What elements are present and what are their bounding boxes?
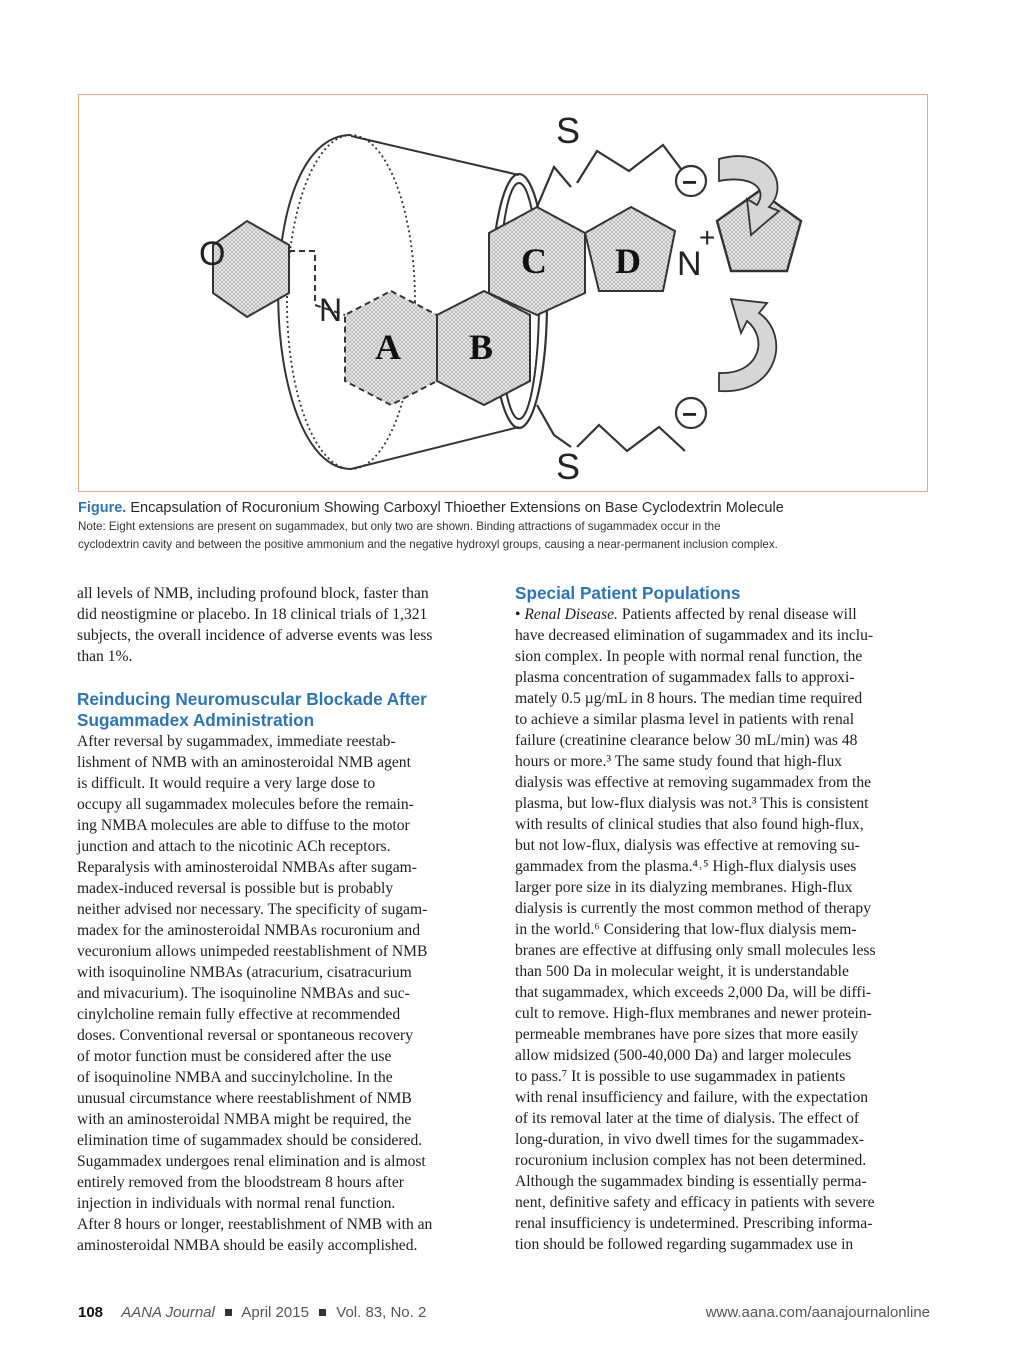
renal-disease-subhead: Renal Disease. — [524, 606, 618, 623]
ring-a-label: A — [375, 327, 401, 367]
text-line: renal insufficiency is undetermined. Prescribing informa- — [515, 1215, 873, 1232]
text-line: and mivacurium). The isoquinoline NMBAs and suc- — [77, 985, 410, 1002]
text-line: branes are effective at diffusing only small molecules less — [515, 942, 876, 959]
text-line: to pass.⁷ It is possible to use sugammadex in patients — [515, 1068, 846, 1085]
text-line: aminosteroidal NMBA should be easily accomplished. — [77, 1237, 418, 1254]
sulfur-top-label: S — [556, 110, 581, 151]
text-line: After 8 hours or longer, reestablishment of NMB with an — [77, 1216, 433, 1233]
text-line: occupy all sugammadex molecules before the remain- — [77, 796, 414, 813]
caption-label: Figure. — [78, 500, 127, 516]
text-line: After reversal by sugammadex, immediate reestab- — [77, 733, 396, 750]
text-line: of isoquinoline NMBA and succinylcholine. In the — [77, 1069, 393, 1086]
section-heading-special-populations: Special Patient Populations — [515, 583, 741, 603]
text-line: is difficult. It would require a very large dose to — [77, 775, 376, 792]
text-line — [515, 604, 929, 625]
left-column — [77, 583, 491, 1256]
arrow-bottom-icon — [719, 299, 776, 391]
text-line: lishment of NMB with an aminosteroidal NMB agent — [77, 754, 411, 771]
text-line: mately 0.5 µg/mL in 8 hours. The median time required — [515, 690, 863, 707]
reinducing-paragraph — [77, 731, 491, 1256]
text-line: entirely removed from the bloodstream 8 hours after — [77, 1174, 404, 1191]
text-line: madex for the aminosteroidal NMBAs rocuronium and — [77, 922, 420, 939]
text-line: Although the sugammadex binding is essentially perma- — [515, 1173, 867, 1190]
text-line: sion complex. In people with normal renal function, the — [515, 648, 863, 665]
issue-date: April 2015 — [241, 1304, 309, 1321]
negative-charge-top-label: − — [682, 167, 698, 197]
text-line: tion should be followed regarding sugammadex use in — [515, 1236, 854, 1253]
text-line: rocuronium inclusion complex has not been determined. — [515, 1152, 867, 1169]
rocuronium-encapsulation-diagram — [79, 95, 929, 493]
text-line: madex-induced reversal is possible but is probably — [77, 880, 394, 897]
text-line: hours or more.³ The same study found that high-flux — [515, 753, 843, 770]
text-line: that sugammadex, which exceeds 2,000 Da, will be diffi- — [515, 984, 872, 1001]
text-line: plasma, but low-flux dialysis was not.³ This is consistent — [515, 795, 869, 812]
negative-charge-bottom-label: − — [682, 399, 698, 429]
text-line: gammadex from the plasma.⁴˒⁵ High-flux dialysis uses — [515, 858, 857, 875]
text-line: long-duration, in vivo dwell times for the sugammadex- — [515, 1131, 865, 1148]
text-line: dialysis was effective at removing sugammadex from the — [515, 774, 872, 791]
text-line: with results of clinical studies that also found high-flux, — [515, 816, 864, 833]
text-line: failure (creatinine clearance below 30 mL/min) was 48 — [515, 732, 858, 749]
text-line: unusual circumstance where reestablishment of NMB — [77, 1090, 412, 1107]
text-line: subjects, the overall incidence of adverse events was less — [77, 627, 433, 644]
text-line: in the world.⁶ Considering that low-flux dialysis mem- — [515, 921, 857, 938]
intro-paragraph — [77, 583, 491, 667]
text-line: Sugammadex undergoes renal elimination and is almost — [77, 1153, 426, 1170]
renal-disease-paragraph — [515, 604, 929, 1255]
text-line: ing NMBA molecules are able to diffuse to the motor — [77, 817, 410, 834]
text-line: all levels of NMB, including profound block, faster than — [77, 585, 429, 602]
caption-note-line-2: cyclodextrin cavity and between the positive ammonium and the negative hydroxyl groups, causing a near-permanent inclusion complex. — [78, 537, 778, 551]
separator-square-icon — [319, 1309, 326, 1316]
caption-note-line-1: Note: Eight extensions are present on sugammadex, but only two are shown. Binding attractions of sugammadex occur in the — [78, 520, 721, 533]
text-line: junction and attach to the nicotinic ACh receptors. — [77, 838, 391, 855]
text-line: with renal insufficiency and failure, with the expectation — [515, 1089, 869, 1106]
oxygen-label: O — [199, 235, 226, 273]
text-line: nent, definitive safety and efficacy in patients with severe — [515, 1194, 875, 1211]
text-line: elimination time of sugammadex should be considered. — [77, 1132, 423, 1149]
text-line: cult to remove. High-flux membranes and newer protein- — [515, 1005, 872, 1022]
caption-title — [78, 499, 948, 518]
ring-c-label: C — [521, 241, 547, 281]
text-line: vecuronium allows unimpeded reestablishment of NMB — [77, 943, 428, 960]
text-line: with an aminosteroidal NMBA might be required, the — [77, 1111, 412, 1128]
text-line: with isoquinoline NMBAs (atracurium, cisatracurium — [77, 964, 412, 981]
positive-charge-label: + — [699, 222, 716, 253]
nitrogen-label: N — [319, 292, 343, 328]
ammonium-label: N — [677, 245, 702, 283]
text-line: did neostigmine or placebo. In 18 clinical trials of 1,321 — [77, 606, 428, 623]
text-line: Reparalysis with aminosteroidal NMBAs after sugam- — [77, 859, 417, 876]
text-line: than 1%. — [77, 648, 133, 665]
text-line: permeable membranes have pore sizes that more easily — [515, 1026, 859, 1043]
figure-panel — [78, 94, 928, 492]
text-line: to achieve a similar plasma level in patients with renal — [515, 711, 855, 728]
text-line: dialysis is currently the most common method of therapy — [515, 900, 871, 917]
text-line: injection in individuals with normal renal function. — [77, 1195, 396, 1212]
ring-b-label: B — [469, 327, 494, 367]
text-line: plasma concentration of sugammadex falls to approxi- — [515, 669, 855, 686]
text-span: Patients affected by renal disease will — [621, 606, 857, 623]
right-column — [515, 583, 929, 1255]
text-line: than 500 Da in molecular weight, it is understandable — [515, 963, 849, 980]
text-line: of motor function must be considered after the use — [77, 1048, 392, 1065]
separator-square-icon — [225, 1309, 232, 1316]
journal-name: AANA Journal — [121, 1304, 215, 1321]
caption-title-text: Encapsulation of Rocuronium Showing Carboxyl Thioether Extensions on Base Cyclodextrin Molecule — [130, 500, 784, 516]
journal-url-link[interactable]: www.aana.com/aanajournalonline — [705, 1304, 930, 1321]
bullet: • — [515, 606, 521, 623]
page-number: 108 — [78, 1304, 104, 1321]
text-line: doses. Conventional reversal or spontaneous recovery — [77, 1027, 414, 1044]
text-line: have decreased elimination of sugammadex and its inclu- — [515, 627, 874, 644]
page-footer — [78, 1304, 930, 1326]
section-heading-line-2: Sugammadex Administration — [77, 710, 315, 730]
figure-caption — [78, 499, 948, 553]
text-line: cinylcholine remain fully effective at recommended — [77, 1006, 401, 1023]
text-line: but not low-flux, dialysis was effective at removing su- — [515, 837, 860, 854]
sulfur-bottom-label: S — [556, 446, 581, 487]
text-line: larger pore size in its dialyzing membranes. High-flux — [515, 879, 853, 896]
section-heading-line-1: Reinducing Neuromuscular Blockade After — [77, 689, 427, 709]
text-line: allow midsized (500-40,000 Da) and larger molecules — [515, 1047, 852, 1064]
text-line: of its removal later at the time of dialysis. The effect of — [515, 1110, 860, 1127]
volume-issue: Vol. 83, No. 2 — [336, 1304, 427, 1321]
text-line: neither advised nor necessary. The specificity of sugam- — [77, 901, 428, 918]
ring-d-label: D — [615, 241, 641, 281]
